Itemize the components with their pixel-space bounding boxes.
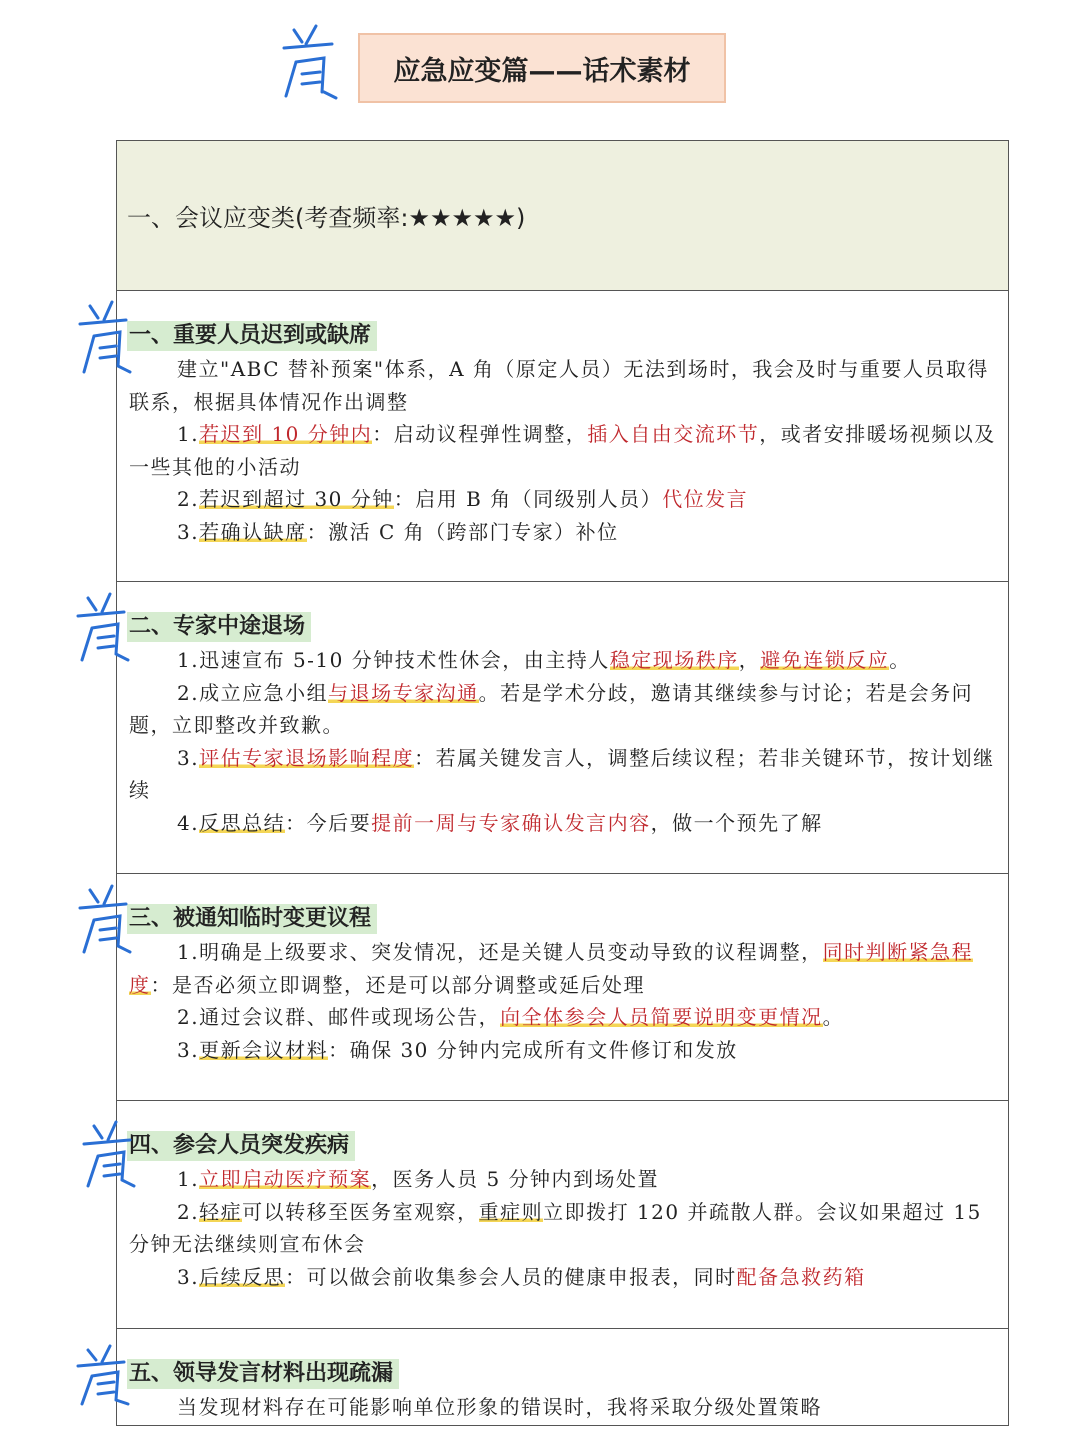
content-table [116, 140, 1009, 1426]
handwritten-signature-icon [76, 300, 136, 378]
section-3 [117, 874, 1008, 1101]
handwritten-signature-icon [74, 592, 134, 666]
paragraph: 当发现材料存在可能影响单位形象的错误时，我将采取分级处置策略 [177, 1395, 822, 1419]
section-body [129, 936, 996, 1066]
section-1 [117, 291, 1008, 582]
list-item: 4.反思总结：今后要提前一周与专家确认发言内容，做一个预先了解 [177, 810, 823, 835]
section-body [129, 353, 996, 548]
list-item: 3.评估专家退场影响程度：若属关键发言人，调整后续议程；若非关键环节，按计划继续 [129, 745, 995, 802]
section-body [129, 644, 996, 839]
section-body [129, 1163, 996, 1293]
list-item: 2.通过会议群、邮件或现场公告，向全体参会人员简要说明变更情况。 [177, 1005, 845, 1029]
list-item: 1.若迟到 10 分钟内：启动议程弹性调整，插入自由交流环节，或者安排暖场视频以及一些其他的小活动 [129, 422, 996, 479]
list-item: 2.成立应急小组与退场专家沟通。若是学术分歧，邀请其继续参与讨论；若是会务问题，立即整改并致歉。 [129, 680, 974, 737]
paragraph: 建立"ABC 替补预案"体系，A 角（原定人员）无法到场时，我会及时与重要人员取得联系，根据具体情况作出调整 [129, 357, 989, 414]
handwritten-signature-icon [74, 1344, 134, 1408]
category-header: 一、会议应变类(考查频率:★★★★★) [117, 141, 1008, 291]
section-body [129, 1391, 996, 1424]
list-item: 1.迅速宣布 5-10 分钟技术性休会，由主持人稳定现场秩序，避免连锁反应。 [177, 648, 911, 672]
list-item: 2.轻症可以转移至医务室观察，重症则立即拨打 120 并疏散人群。会议如果超过 15 分钟无法继续则宣布休会 [129, 1199, 982, 1256]
handwritten-signature-icon [276, 22, 342, 102]
section-2 [117, 582, 1008, 874]
section-title: 一、重要人员迟到或缺席 [127, 321, 377, 351]
list-item: 3.后续反思：可以做会前收集参会人员的健康申报表，同时配备急救药箱 [177, 1264, 866, 1289]
section-5 [117, 1329, 1008, 1427]
section-title: 五、领导发言材料出现疏漏 [127, 1359, 399, 1389]
list-item: 1.立即启动医疗预案，医务人员 5 分钟内到场处置 [177, 1167, 660, 1191]
list-item: 3.更新会议材料：确保 30 分钟内完成所有文件修订和发放 [177, 1037, 738, 1062]
section-title: 三、被通知临时变更议程 [127, 904, 377, 934]
handwritten-signature-icon [76, 884, 136, 958]
list-item: 1.明确是上级要求、突发情况，还是关键人员变动导致的议程调整，同时判断紧急程度：是否必须立即调整，还是可以部分调整或延后处理 [129, 940, 974, 997]
section-title: 二、专家中途退场 [127, 612, 311, 642]
section-title: 四、参会人员突发疾病 [127, 1131, 355, 1161]
handwritten-signature-icon [80, 1120, 140, 1192]
section-4 [117, 1101, 1008, 1329]
list-item: 3.若确认缺席：激活 C 角（跨部门专家）补位 [177, 519, 619, 544]
list-item: 2.若迟到超过 30 分钟：启用 B 角（同级别人员）代位发言 [177, 487, 749, 511]
page-title: 应急应变篇——话术素材 [358, 33, 726, 103]
